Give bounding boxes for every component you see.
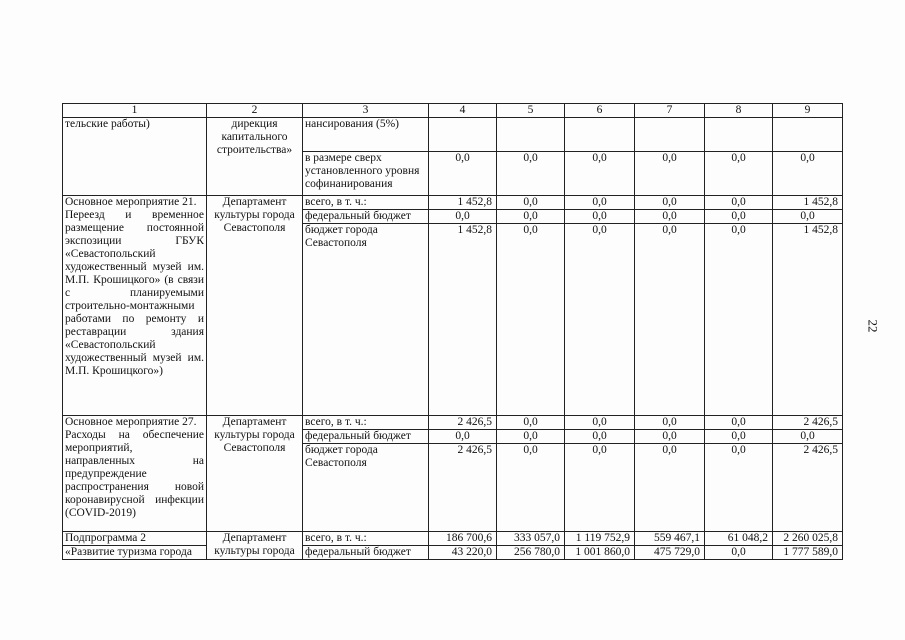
- value-cell: 1 452,8: [429, 196, 497, 210]
- value-cell: 256 780,0: [497, 546, 565, 560]
- value-cell: 0,0: [635, 210, 705, 224]
- value-cell: 1 452,8: [773, 224, 843, 416]
- header-cell: 9: [773, 104, 843, 118]
- header-cell: 5: [497, 104, 565, 118]
- value-cell: 0,0: [429, 210, 497, 224]
- value-cell: 0,0: [773, 430, 843, 444]
- activity-description: Переезд и временное размещение постоянной экспозиции ГБУК «Севастопольский художественный музей им. М.П. Крошицкого» (в связи с планируемыми строительно-монтажными работами по ремонту и реставрации здания «Севастопольский художественный музей им. М.П. Крошицкого»): [65, 209, 204, 377]
- table-row: [63, 118, 843, 152]
- header-cell: 1: [63, 104, 207, 118]
- value-cell: 475 729,0: [635, 546, 705, 560]
- value-cell: 0,0: [635, 152, 705, 196]
- table-row: [63, 196, 843, 210]
- value-cell: 0,0: [497, 416, 565, 430]
- value-cell: 0,0: [705, 224, 773, 416]
- activity-cell: [63, 416, 207, 532]
- header-cell: 2: [207, 104, 303, 118]
- value-cell: 0,0: [429, 152, 497, 196]
- table-row: [63, 416, 843, 430]
- activity-cell: тельские работы): [63, 118, 207, 196]
- value-cell: 0,0: [497, 430, 565, 444]
- source-cell: федеральный бюджет: [303, 430, 429, 444]
- source-cell: всего, в т. ч.:: [303, 196, 429, 210]
- activity-title: Основное мероприятие 27.: [65, 416, 197, 428]
- page-number: 22: [865, 319, 881, 333]
- value-cell: 0,0: [635, 224, 705, 416]
- value-cell: 0,0: [497, 224, 565, 416]
- value-cell: 0,0: [635, 444, 705, 532]
- value-cell: 43 220,0: [429, 546, 497, 560]
- value-cell: 2 260 025,8: [773, 532, 843, 546]
- value-cell: 0,0: [565, 444, 635, 532]
- value-cell: 0,0: [705, 430, 773, 444]
- value-cell: 0,0: [565, 152, 635, 196]
- value-cell: 559 467,1: [635, 532, 705, 546]
- source-cell: федеральный бюджет: [303, 546, 429, 560]
- value-cell: 2 426,5: [773, 444, 843, 532]
- value-cell: 1 001 860,0: [565, 546, 635, 560]
- value-cell: 0,0: [565, 430, 635, 444]
- value-cell: 1 452,8: [773, 196, 843, 210]
- value-cell: 0,0: [565, 224, 635, 416]
- source-cell: в размере сверх установленного уровня софинанирования: [303, 152, 429, 196]
- executor-cell: Департамент культуры города: [207, 532, 303, 560]
- source-cell: всего, в т. ч.:: [303, 532, 429, 546]
- executor-cell: дирекция капитального строительства»: [207, 118, 303, 196]
- activity-title: Подпрограмма 2: [63, 532, 207, 546]
- value-cell: 1 119 752,9: [565, 532, 635, 546]
- source-cell: бюджет города Севастополя: [303, 444, 429, 532]
- value-cell: 0,0: [705, 444, 773, 532]
- value-cell: 0,0: [635, 430, 705, 444]
- header-cell: 8: [705, 104, 773, 118]
- value-cell: 61 048,2: [705, 532, 773, 546]
- value-cell: 1 777 589,0: [773, 546, 843, 560]
- value-cell: 0,0: [635, 196, 705, 210]
- header-cell: 6: [565, 104, 635, 118]
- value-cell: 0,0: [497, 196, 565, 210]
- source-cell: нансирования (5%): [303, 118, 429, 152]
- value-cell: 2 426,5: [773, 416, 843, 430]
- value-cell: 0,0: [705, 210, 773, 224]
- value-cell: 2 426,5: [429, 416, 497, 430]
- header-cell: 3: [303, 104, 429, 118]
- value-cell: 0,0: [705, 196, 773, 210]
- value-cell: 0,0: [497, 152, 565, 196]
- table-row: [63, 546, 843, 560]
- value-cell: 0,0: [635, 416, 705, 430]
- value-cell: 0,0: [429, 430, 497, 444]
- header-cell: 4: [429, 104, 497, 118]
- budget-table: [62, 103, 843, 560]
- value-cell: 0,0: [565, 210, 635, 224]
- value-cell: 0,0: [705, 416, 773, 430]
- header-row: [63, 104, 843, 118]
- executor-cell: Департамент культуры города Севастополя: [207, 196, 303, 416]
- activity-description: Расходы на обеспечение мероприятий, направленных на предупреждение распространения новой коронавирусной инфекции (COVID-2019): [65, 429, 204, 519]
- value-cell: 333 057,0: [497, 532, 565, 546]
- value-cell: 1 452,8: [429, 224, 497, 416]
- value-cell: 0,0: [705, 546, 773, 560]
- source-cell: федеральный бюджет: [303, 210, 429, 224]
- value-cell: 0,0: [773, 152, 843, 196]
- value-cell: 0,0: [497, 210, 565, 224]
- activity-description: «Развитие туризма города: [63, 546, 207, 560]
- value-cell: 0,0: [705, 152, 773, 196]
- activity-cell: [63, 196, 207, 416]
- executor-cell: Департамент культуры города Севастополя: [207, 416, 303, 532]
- activity-title: Основное мероприятие 21.: [65, 196, 197, 208]
- header-cell: 7: [635, 104, 705, 118]
- source-cell: всего, в т. ч.:: [303, 416, 429, 430]
- value-cell: 2 426,5: [429, 444, 497, 532]
- source-cell: бюджет города Севастополя: [303, 224, 429, 416]
- value-cell: 0,0: [565, 196, 635, 210]
- value-cell: 0,0: [773, 210, 843, 224]
- table-row: [63, 532, 843, 546]
- value-cell: 0,0: [497, 444, 565, 532]
- value-cell: 186 700,6: [429, 532, 497, 546]
- value-cell: 0,0: [565, 416, 635, 430]
